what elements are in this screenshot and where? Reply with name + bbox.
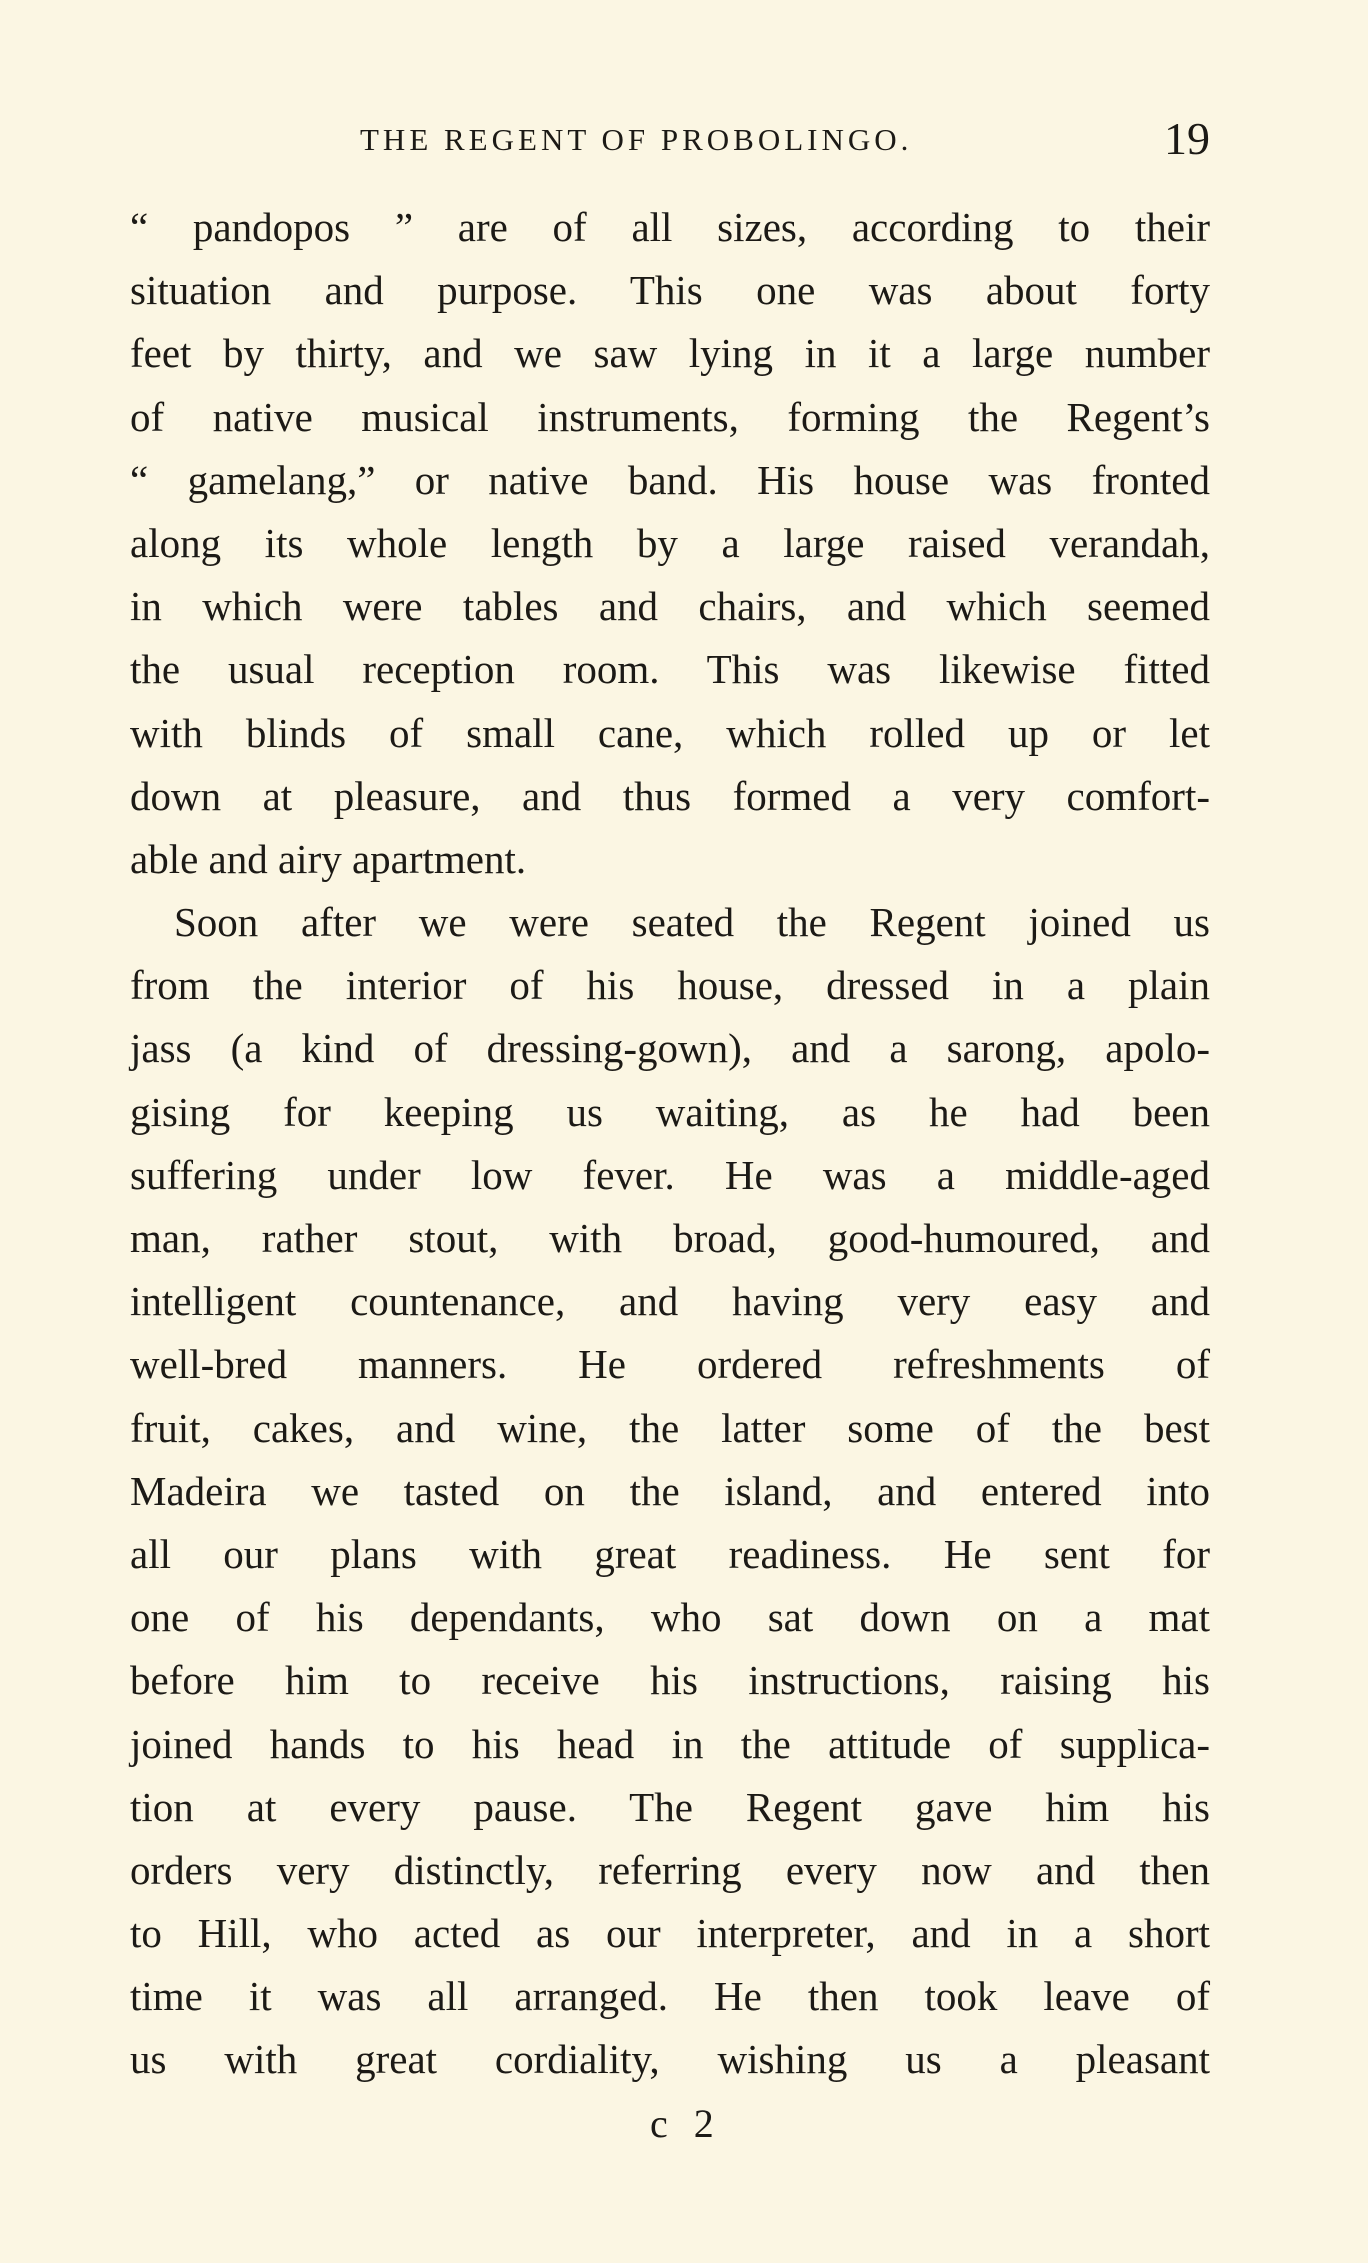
paragraph-1 [130,196,1210,891]
text-line: suffering under low fever. He was a middle-aged [130,1151,1210,1198]
text-line: Madeira we tasted on the island, and entered into [130,1467,1210,1514]
text-line: gising for keeping us waiting, as he had been [130,1088,1210,1135]
text-line: fruit, cakes, and wine, the latter some of the best [130,1404,1210,1451]
running-title: THE REGENT OF PROBOLINGO. [360,122,913,157]
text-line: “ pandopos ” are of all sizes, according to their [130,204,1210,250]
text-line: to Hill, who acted as our interpreter, and in a short [130,1910,1210,1957]
text-line: intelligent countenance, and having very easy and [130,1278,1210,1325]
text-line: down at pleasure, and thus formed a very comfort- [130,772,1210,819]
running-head [130,112,1210,172]
text-line: situation and purpose. This one was about forty [130,267,1210,314]
text-line: all our plans with great readiness. He sent for [130,1530,1210,1577]
text-line: joined hands to his head in the attitude of supplica- [130,1720,1210,1767]
text-line: jass (a kind of dressing-gown), and a sarong, apolo- [130,1025,1210,1072]
signature-mark: c 2 [650,2101,722,2146]
text-line: from the interior of his house, dressed in a plain [130,962,1210,1009]
text-line: the usual reception room. This was likewise fitted [130,646,1210,693]
text-line: feet by thirty, and we saw lying in it a large number [130,330,1210,377]
body-text [130,196,1210,2092]
text-line: of native musical instruments, forming the Regent’s [130,393,1210,440]
page-number: 19 [1164,113,1210,164]
text-line: well-bred manners. He ordered refreshments of [130,1341,1210,1388]
text-line: orders very distinctly, referring every now and then [130,1846,1210,1893]
text-line: able and airy apartment. [130,835,527,882]
text-line: in which were tables and chairs, and which seemed [130,583,1210,630]
text-line: one of his dependants, who sat down on a mat [130,1594,1210,1641]
text-line: tion at every pause. The Regent gave him his [130,1783,1210,1830]
text-line: man, rather stout, with broad, good-humoured, and [130,1215,1210,1261]
text-line: us with great cordiality, wishing us a pleasant [130,2036,1210,2083]
text-line: “ gamelang,” or native band. His house was fronted [130,456,1210,503]
paragraph-2 [130,891,1210,2092]
text-line: time it was all arranged. He then took leave of [130,1973,1210,2020]
text-line: with blinds of small cane, which rolled up or let [130,709,1210,756]
text-line: Soon after we were seated the Regent joined us [174,899,1210,946]
text-line: before him to receive his instructions, raising his [130,1657,1210,1704]
text-line: along its whole length by a large raised verandah, [130,519,1210,566]
